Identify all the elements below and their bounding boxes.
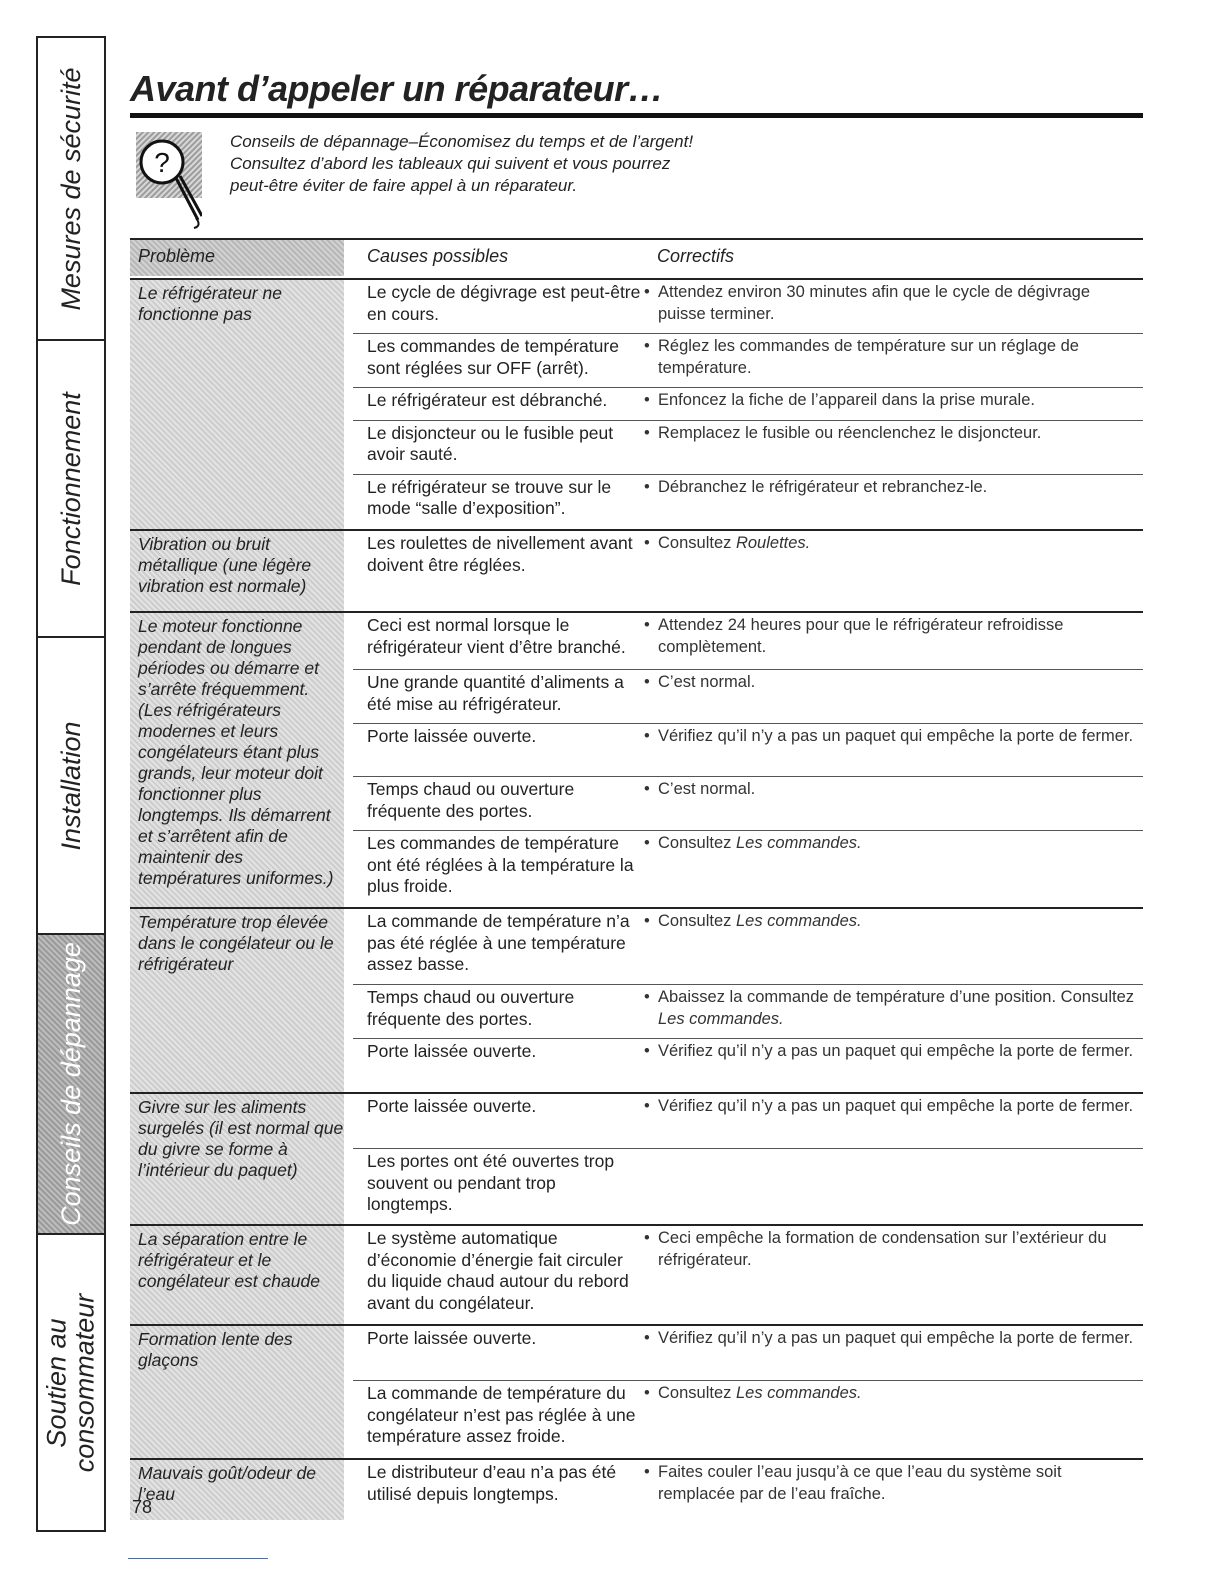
cause-cell: Le cycle de dégivrage est peut-être en cours.	[367, 282, 641, 324]
bullet-icon: •	[644, 834, 650, 852]
fix-text: Ceci empêche la formation de condensation sur l’extérieur du réfrigérateur.	[658, 1229, 1107, 1269]
tab-label: Installation	[55, 720, 86, 851]
table-row	[353, 776, 1143, 830]
fix-text: Remplacez le fusible ou réenclenchez le disjoncteur.	[658, 423, 1042, 442]
table-row	[353, 669, 1143, 723]
fix-cell	[644, 1381, 1143, 1458]
fix-cell	[644, 531, 1143, 584]
intro-text	[230, 131, 930, 197]
fix-text: C’est normal.	[658, 780, 756, 798]
tab-installation[interactable]	[38, 638, 104, 935]
fix-text	[658, 533, 1139, 576]
bullet-icon: •	[644, 337, 650, 355]
fix-reference-link: Roulettes.	[735, 534, 811, 552]
fix-cell	[644, 475, 1143, 529]
cause-cell: Le distributeur d’eau n’a pas été utilisé depuis longtemps.	[367, 1462, 617, 1504]
table-row	[353, 280, 1143, 333]
fix-text-prefix: Abaissez la commande de température d’une position. Consultez	[658, 988, 1135, 1006]
bullet-icon: •	[644, 391, 650, 409]
table-row	[353, 1226, 1143, 1322]
fix-cell	[644, 280, 1143, 333]
tab-label: Conseils de dépannage	[55, 942, 86, 1226]
fix-cell	[644, 985, 1143, 1038]
cause-cell: Le système automatique d’économie d’énergie fait circuler du liquide chaud autour du rebord avant du congélateur.	[367, 1228, 629, 1313]
fix-text: Vérifiez qu’il n’y a pas un paquet qui empêche la porte de fermer.	[658, 727, 1134, 745]
fix-reference-link: Les commandes.	[658, 1009, 784, 1028]
fix-cell	[644, 909, 1143, 984]
fix-text	[658, 1383, 1139, 1450]
fix-text: Attendez 24 heures pour que le réfrigérateur refroidisse complètement.	[658, 616, 1064, 656]
fix-text-prefix: Consultez	[658, 834, 736, 852]
fix-text: Vérifiez qu’il n’y a pas un paquet qui empêche la porte de fermer.	[658, 1097, 1134, 1115]
fix-text: Enfoncez la fiche de l’appareil dans la prise murale.	[658, 391, 1035, 409]
problem-group	[130, 278, 1143, 529]
fix-cell	[644, 777, 1143, 830]
problem-cell: Formation lente des glaçons	[130, 1326, 344, 1458]
table-row	[353, 1460, 1143, 1513]
bullet-icon: •	[644, 1463, 650, 1481]
tab-label: Fonctionnement	[55, 391, 86, 586]
table-row	[353, 1094, 1143, 1148]
problem-group	[130, 907, 1143, 1092]
cause-cell: Le réfrigérateur se trouve sur le mode “salle d’exposition”.	[367, 476, 612, 518]
fix-text	[658, 911, 1139, 976]
cause-rows	[353, 531, 1143, 611]
cause-cell: Le réfrigérateur est débranché.	[367, 390, 608, 410]
fix-cell	[644, 670, 1143, 723]
cause-rows	[353, 1326, 1143, 1458]
table-row	[353, 909, 1143, 984]
fix-text: Réglez les commandes de température sur un réglage de température.	[658, 337, 1079, 377]
table-row	[353, 723, 1143, 776]
bullet-icon: •	[644, 780, 650, 798]
fix-cell	[644, 1226, 1143, 1322]
title-divider	[130, 113, 1143, 118]
cause-cell: Temps chaud ou ouverture fréquente des portes.	[367, 779, 575, 821]
problem-cell: Le réfrigérateur ne fonctionne pas	[130, 280, 344, 529]
bullet-icon: •	[644, 1384, 650, 1402]
cause-cell: Porte laissée ouverte.	[367, 1096, 537, 1116]
cause-cell: Le disjoncteur ou le fusible peut avoir sauté.	[367, 422, 614, 464]
problem-cell: Mauvais goût/odeur de l’eau	[130, 1460, 344, 1520]
header-problem: Problème	[130, 240, 344, 276]
table-row	[353, 830, 1143, 906]
bullet-icon: •	[644, 1042, 650, 1060]
problem-cell: Le moteur fonctionne pendant de longues périodes ou démarre et s’arrête fréquemment. (Les réfrigérateurs modernes et leurs congélateurs étant plus grands, leur moteur doit fonctionner plus longtemps. Ils démarrent et s’arrêtent afin de maintenir des températures uniformes.)	[130, 613, 344, 907]
cause-cell: Porte laissée ouverte.	[367, 1328, 537, 1348]
header-causes: Causes possibles	[367, 246, 509, 266]
problem-group	[130, 1324, 1143, 1458]
bullet-icon: •	[644, 1097, 650, 1115]
problem-group	[130, 529, 1143, 611]
tab-mesures-de-securite[interactable]	[38, 38, 104, 341]
fix-cell	[644, 421, 1143, 474]
table-row	[353, 613, 1143, 669]
table-body	[130, 278, 1143, 1520]
fix-cell	[644, 1094, 1143, 1148]
page-number: 78	[132, 1497, 153, 1517]
problem-group	[130, 611, 1143, 907]
bullet-icon: •	[644, 283, 650, 301]
fix-cell	[644, 1326, 1143, 1380]
tab-conseils-de-depannage[interactable]	[38, 935, 104, 1235]
problem-cell: Température trop élevée dans le congélateur ou le réfrigérateur	[130, 909, 344, 1092]
fix-cell	[644, 334, 1143, 387]
problem-cell: Vibration ou bruit métallique (une légère vibration est normale)	[130, 531, 344, 611]
question-magnifier-icon	[136, 132, 202, 232]
fix-text-prefix: Consultez	[658, 1384, 736, 1402]
table-row	[353, 1380, 1143, 1458]
bullet-icon: •	[644, 423, 650, 442]
cause-cell: Les roulettes de nivellement avant doivent être réglées.	[367, 533, 633, 575]
cause-cell: Les commandes de température ont été réglées à la température la plus froide.	[367, 833, 634, 896]
table-row	[353, 420, 1143, 474]
cause-cell: La commande de température n’a pas été réglée à une température assez basse.	[367, 911, 630, 974]
cause-cell: Une grande quantité d’aliments a été mise au réfrigérateur.	[367, 672, 624, 714]
cause-cell: Porte laissée ouverte.	[367, 1041, 537, 1061]
page-title: Avant d’appeler un réparateur…	[130, 68, 664, 109]
cause-cell: Temps chaud ou ouverture fréquente des portes.	[367, 987, 575, 1029]
fix-cell	[644, 1149, 1143, 1224]
fix-reference-link: Les commandes.	[735, 1384, 862, 1402]
intro-line: peut-être éviter de faire appel à un réparateur.	[230, 176, 578, 195]
fix-text	[658, 987, 1139, 1030]
cause-cell: Les commandes de température sont réglées sur OFF (arrêt).	[367, 336, 619, 378]
bullet-icon: •	[644, 1229, 650, 1247]
problem-group	[130, 1458, 1143, 1520]
table-row	[353, 1326, 1143, 1380]
cause-rows	[353, 1094, 1143, 1224]
intro-line: Consultez d’abord les tableaux qui suivent et vous pourrez	[230, 154, 671, 173]
fix-text: Vérifiez qu’il n’y a pas un paquet qui empêche la porte de fermer.	[658, 1042, 1134, 1060]
cause-rows	[353, 1460, 1143, 1520]
problem-cell: Givre sur les aliments surgelés (il est normal que du givre se forme à l’intérieur du paquet)	[130, 1094, 344, 1224]
fix-cell	[644, 724, 1143, 776]
fix-text: Faites couler l’eau jusqu’à ce que l’eau du système soit remplacée par de l’eau fraîche.	[658, 1463, 1062, 1503]
table-row	[353, 1148, 1143, 1224]
problem-group	[130, 1224, 1143, 1324]
tab-fonctionnement[interactable]	[38, 341, 104, 638]
fix-text: C’est normal.	[658, 673, 756, 691]
fix-text-prefix: Consultez	[658, 912, 736, 930]
cause-rows	[353, 909, 1143, 1092]
table-row	[353, 984, 1143, 1038]
footer-link-line	[128, 1558, 268, 1559]
bullet-icon: •	[644, 727, 650, 745]
fix-cell	[644, 613, 1143, 669]
cause-cell: Porte laissée ouverte.	[367, 726, 537, 746]
table-row	[353, 474, 1143, 529]
fix-reference-link: Les commandes.	[735, 834, 862, 852]
bullet-icon: •	[644, 616, 650, 634]
troubleshooting-table	[130, 238, 1143, 1520]
fix-text: Débranchez le réfrigérateur et rebranchez-le.	[658, 477, 988, 496]
table-row	[353, 387, 1143, 420]
fix-cell	[644, 388, 1143, 420]
fix-cell	[644, 831, 1143, 906]
bullet-icon: •	[644, 912, 650, 930]
fix-text-prefix: Consultez	[658, 534, 736, 552]
table-row	[353, 531, 1143, 584]
cause-cell: Les portes ont été ouvertes trop souvent ou pendant trop longtemps.	[367, 1151, 615, 1214]
cause-cell: La commande de température du congélateur n’est pas réglée à une température assez froide.	[367, 1383, 636, 1446]
problem-cell: La séparation entre le réfrigérateur et le congélateur est chaude	[130, 1226, 344, 1324]
problem-group	[130, 1092, 1143, 1224]
tab-label: Mesures de sécurité	[55, 66, 86, 311]
fix-text: Attendez environ 30 minutes afin que le cycle de dégivrage puisse terminer.	[658, 283, 1091, 323]
bullet-icon: •	[644, 534, 650, 552]
fix-reference-link: Les commandes.	[735, 912, 862, 930]
intro-line: Conseils de dépannage–Économisez du temps et de l’argent!	[230, 132, 694, 151]
bullet-icon: •	[644, 988, 650, 1006]
bullet-icon: •	[644, 1329, 650, 1347]
cause-rows	[353, 1226, 1143, 1324]
sidebar-tabs	[36, 36, 106, 1532]
fix-cell	[644, 1460, 1143, 1513]
tab-soutien-au-consommateur[interactable]	[38, 1235, 104, 1530]
header-fixes: Correctifs	[657, 246, 735, 266]
cause-rows	[353, 280, 1143, 529]
svg-text:?: ?	[154, 147, 170, 178]
table-header	[130, 238, 1143, 278]
tab-label: Soutien au consommateur	[41, 1293, 100, 1472]
table-row	[353, 1038, 1143, 1092]
cause-rows	[353, 613, 1143, 907]
bullet-icon: •	[644, 673, 650, 691]
bullet-icon: •	[644, 477, 650, 496]
table-row	[353, 333, 1143, 387]
fix-text	[658, 833, 1139, 898]
cause-cell: Ceci est normal lorsque le réfrigérateur vient d’être branché.	[367, 615, 626, 657]
fix-text: Vérifiez qu’il n’y a pas un paquet qui empêche la porte de fermer.	[658, 1329, 1134, 1347]
fix-cell	[644, 1039, 1143, 1092]
